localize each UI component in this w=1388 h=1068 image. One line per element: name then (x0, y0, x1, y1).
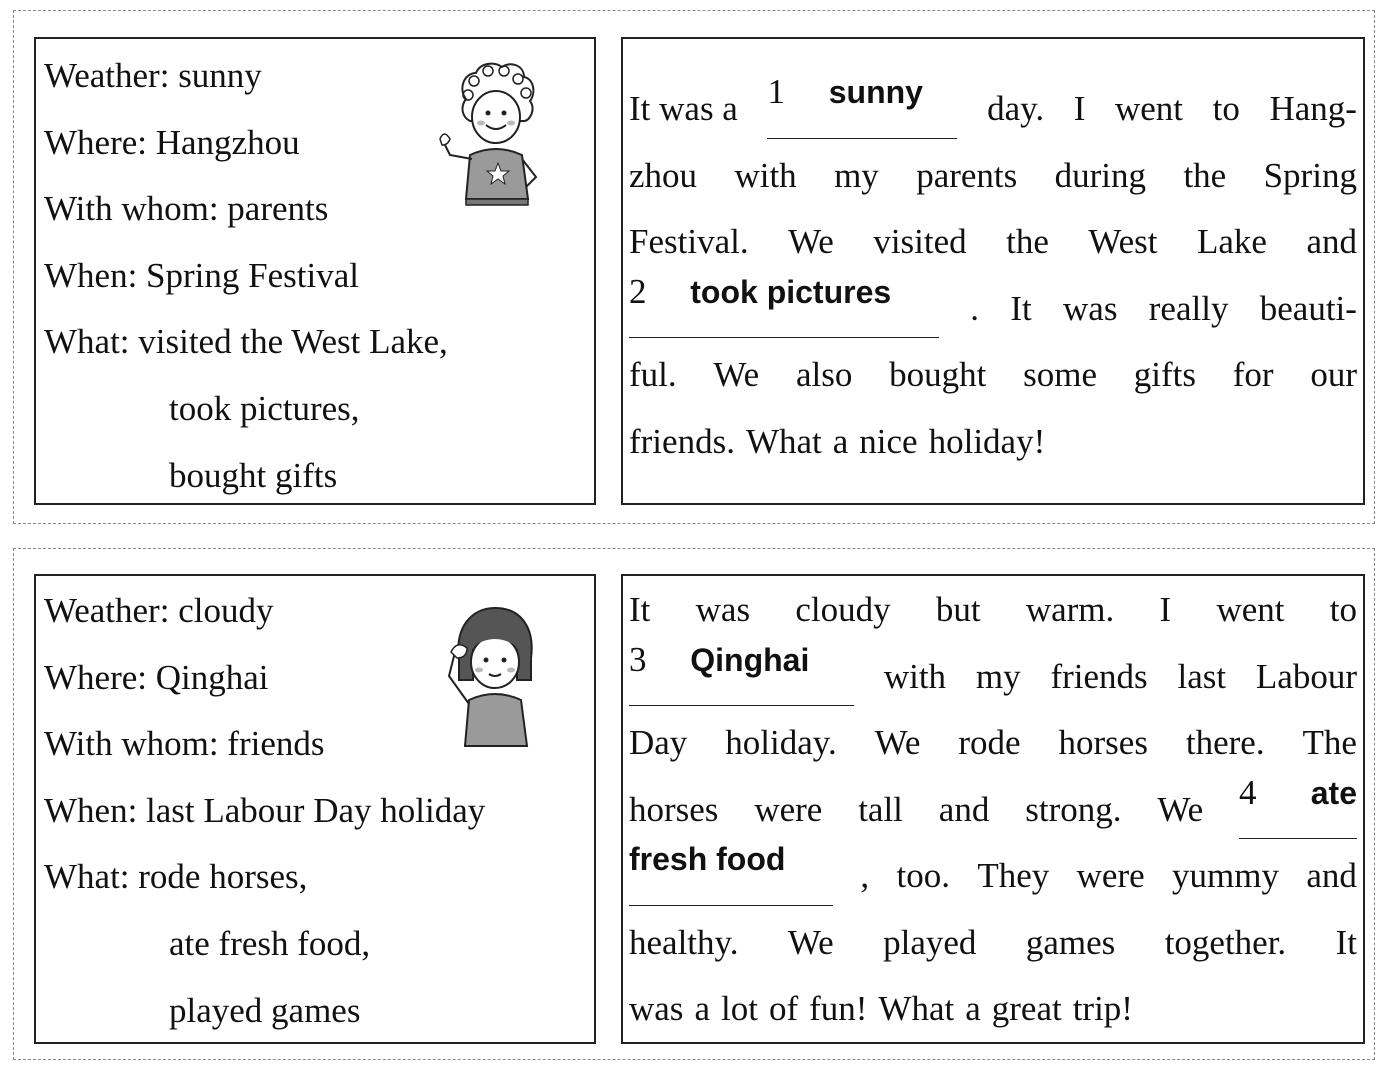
info-when: When: Spring Festival (44, 255, 359, 295)
blank-4-cont[interactable] (629, 839, 833, 906)
story-line: It was cloudy but warm. I went to (629, 590, 1357, 629)
story-line: 2 took pictures . It was really beauti- (629, 276, 1357, 343)
answer-4b: fresh food (629, 841, 786, 877)
story-line: 3 Qinghai with my friends last Labour (629, 644, 1357, 711)
story-text-2 (629, 577, 1357, 1043)
story-text-1 (629, 72, 1357, 475)
story-line: fresh food , too. They were yummy and (629, 843, 1357, 910)
answer-4a: ate (1310, 774, 1357, 811)
info-where: Where: Qinghai (44, 657, 269, 697)
story-line: friends. What a nice holiday! (629, 421, 1046, 461)
info-what-3: played games (169, 990, 361, 1030)
info-list-1 (44, 43, 448, 509)
story-card-1 (621, 37, 1365, 505)
info-list-2 (44, 578, 485, 1044)
story-line: horses were tall and strong. We 4 ate (629, 777, 1357, 844)
info-when: When: last Labour Day holiday (44, 790, 486, 830)
exercise-section-1 (13, 10, 1375, 524)
boy-waving-icon (436, 59, 551, 209)
info-weather: Weather: sunny (44, 56, 262, 95)
story-line: was a lot of fun! What a great trip! (629, 989, 1133, 1028)
answer-2: took pictures (690, 273, 892, 310)
story-line: zhou with my parents during the Spring (629, 155, 1357, 195)
info-what-2: took pictures, (169, 388, 360, 428)
info-what-3: bought gifts (169, 455, 338, 495)
blank-3[interactable]: 3 Qinghai (629, 640, 854, 707)
info-with-whom: With whom: friends (44, 724, 325, 764)
info-card-2 (34, 574, 596, 1044)
blank-2[interactable]: 2 took pictures (629, 272, 939, 339)
info-where: Where: Hangzhou (44, 122, 300, 162)
girl-thinking-icon (441, 600, 551, 750)
story-line: healthy. We played games together. It (629, 922, 1357, 962)
answer-1: sunny (828, 74, 923, 110)
info-what: What: visited the West Lake, (44, 322, 448, 362)
story-card-2 (621, 574, 1365, 1044)
story-line: Day holiday. We rode horses there. The (629, 723, 1357, 762)
story-line: Festival. We visited the West Lake and (629, 222, 1357, 261)
answer-3: Qinghai (690, 641, 810, 678)
info-what: What: rode horses, (44, 857, 308, 897)
info-with-whom: With whom: parents (44, 189, 329, 229)
info-card-1 (34, 37, 596, 505)
blank-1[interactable]: 1 sunny (767, 72, 957, 139)
story-line: ful. We also bought some gifts for our (629, 355, 1357, 394)
info-weather: Weather: cloudy (44, 591, 274, 630)
blank-4[interactable]: 4 ate (1239, 773, 1357, 840)
story-line: It was a 1 sunny day. I went to Hang- (629, 76, 1357, 143)
info-what-2: ate fresh food, (169, 923, 371, 963)
exercise-section-2 (13, 548, 1375, 1060)
